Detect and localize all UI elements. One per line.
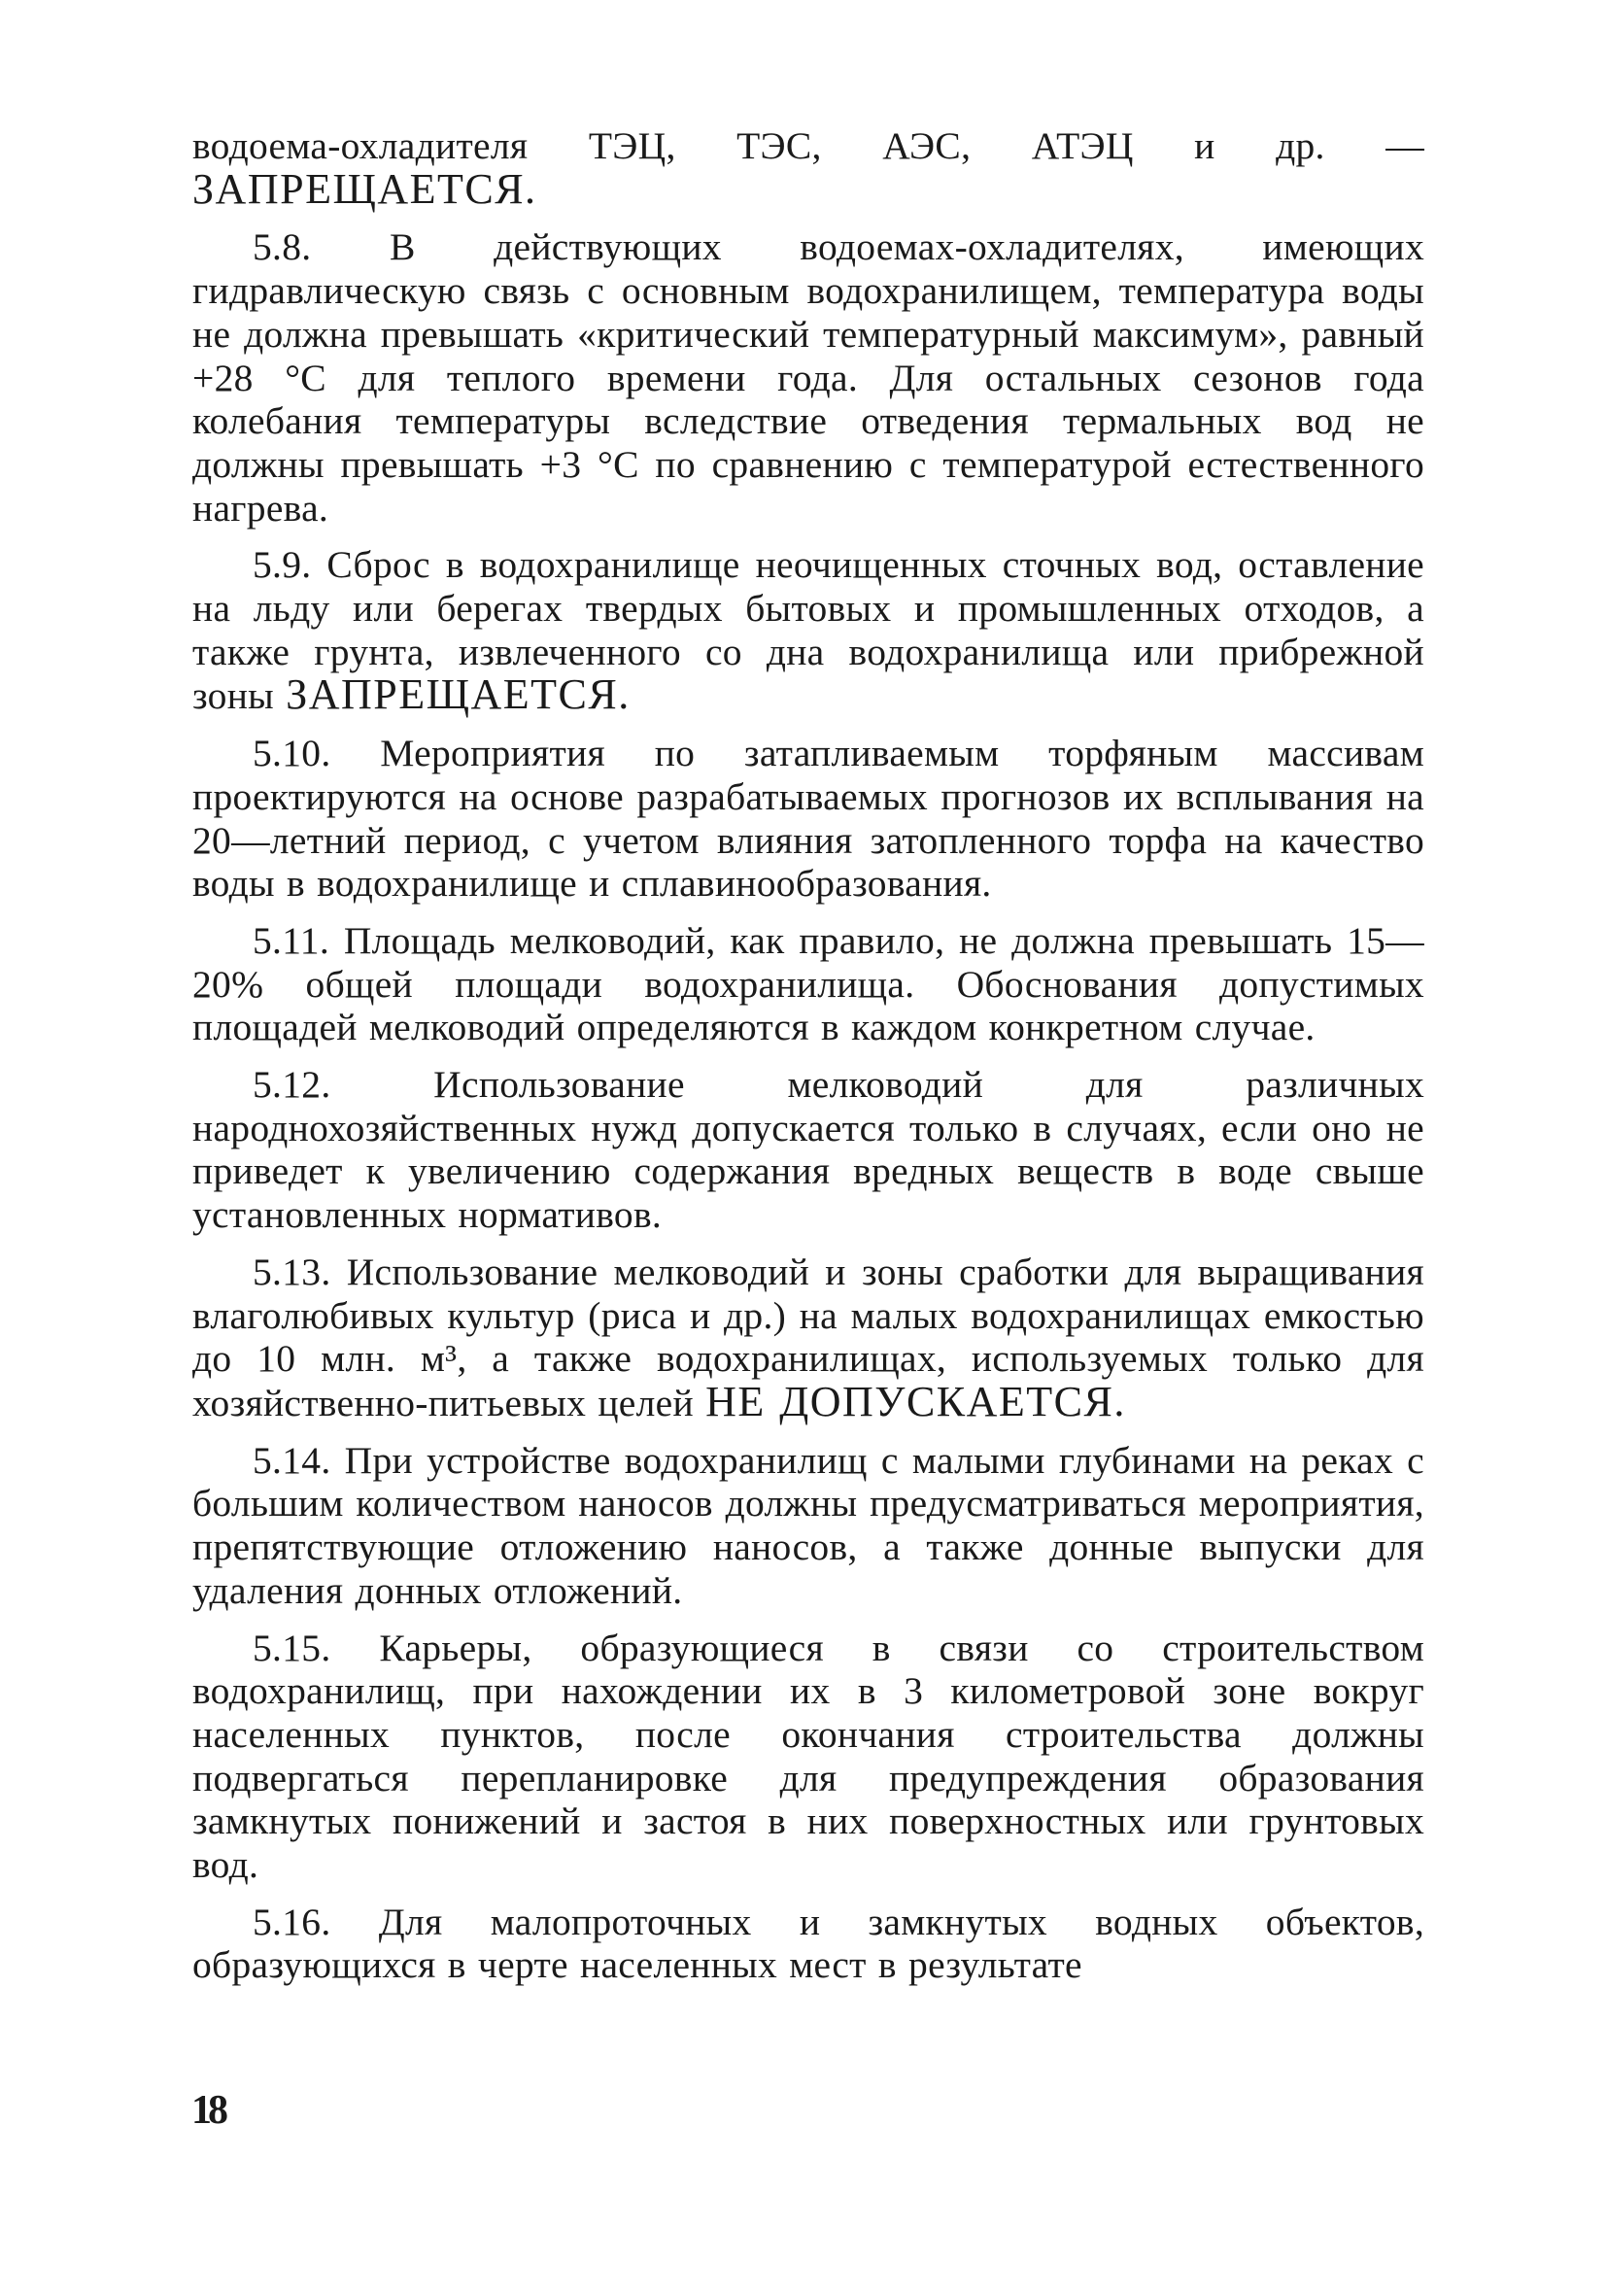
paragraph-5-16	[192, 1901, 1424, 1987]
paragraph-text: 5.10. Мероприятия по затапливаемым торфяным массивам проектируются на основе разрабатываемых прогнозов их всплывания на 20—летний период, с учетом влияния затопленного торфа на качество воды в водохранилище и сплавинообразования.	[192, 732, 1424, 906]
paragraph-5-15	[192, 1627, 1424, 1887]
paragraph-text: 5.9. Сброс в водохранилище неочищенных сточных вод, оставление на льду или берегах твердых бытовых и промышленных отходов, а также грунта, извлеченного со дна водохранилища или прибрежной зоны	[192, 543, 1424, 718]
paragraph-5-11	[192, 919, 1424, 1049]
paragraph-5-9	[192, 543, 1424, 718]
paragraph-emphasis: ЗАПРЕЩАЕТСЯ.	[192, 164, 537, 213]
paragraph-5-13	[192, 1251, 1424, 1425]
document-page	[192, 124, 1424, 2001]
paragraph-text: 5.11. Площадь мелководий, как правило, не должна превышать 15—20% общей площади водохранилища. Обоснования допустимых площадей мелководий определяются в каждом конкретном случае.	[192, 918, 1424, 1049]
paragraph-text: 5.8. В действующих водоемах-охладителях, имеющих гидравлическую связь с основным водохранилищем, температура воды не должна превышать «критический температурный максимум», равный +28 °С для теплого времени года. Для остальных сезонов года колебания температуры вследствие отведения термальных вод не должны превышать +3 °С по сравнению с температурой естественного нагрева.	[192, 225, 1424, 530]
paragraph-5-14	[192, 1439, 1424, 1613]
paragraph-text: водоема-охладителя ТЭЦ, ТЭС, АЭС, АТЭЦ и др. —	[192, 124, 1424, 167]
paragraph-text: 5.12. Использование мелководий для различных народнохозяйственных нужд допускается только в случаях, если оно не приведет к увеличению содержания вредных веществ в воде свыше установленных нормативов.	[192, 1063, 1424, 1237]
paragraph-text: 5.13. Использование мелководий и зоны сработки для выращивания влаголюбивых культур (риса и др.) на малых водохранилищах емкостью до 10 млн. м³, а также водохранилищах, используемых только для хозяйственно-питьевых целей	[192, 1250, 1424, 1424]
paragraph-emphasis: НЕ ДОПУСКАЕТСЯ.	[705, 1377, 1126, 1425]
paragraph-text: 5.15. Карьеры, образующиеся в связи со строительством водохранилищ, при нахождении их в 3 километровой зоне вокруг населенных пунктов, после окончания строительства должны подвергаться перепланировке для предупреждения образования замкнутых понижений и застоя в них поверхностных или грунтовых вод.	[192, 1626, 1424, 1887]
paragraph-text: 5.14. При устройстве водохранилищ с малыми глубинами на реках с большим количеством наносов должны предусматриваться мероприятия, препятствующие отложению наносов, а также донные выпуски для удаления донных отложений.	[192, 1438, 1424, 1612]
page-number: 18	[191, 2088, 224, 2133]
paragraph-text: 5.16. Для малопроточных и замкнутых водных объектов, образующихся в черте населенных мест в результате	[192, 1900, 1424, 1987]
paragraph-intro	[192, 124, 1424, 212]
paragraph-5-12	[192, 1063, 1424, 1237]
paragraph-emphasis: ЗАПРЕЩАЕТСЯ.	[286, 670, 631, 719]
paragraph-5-10	[192, 732, 1424, 906]
paragraph-5-8	[192, 225, 1424, 530]
